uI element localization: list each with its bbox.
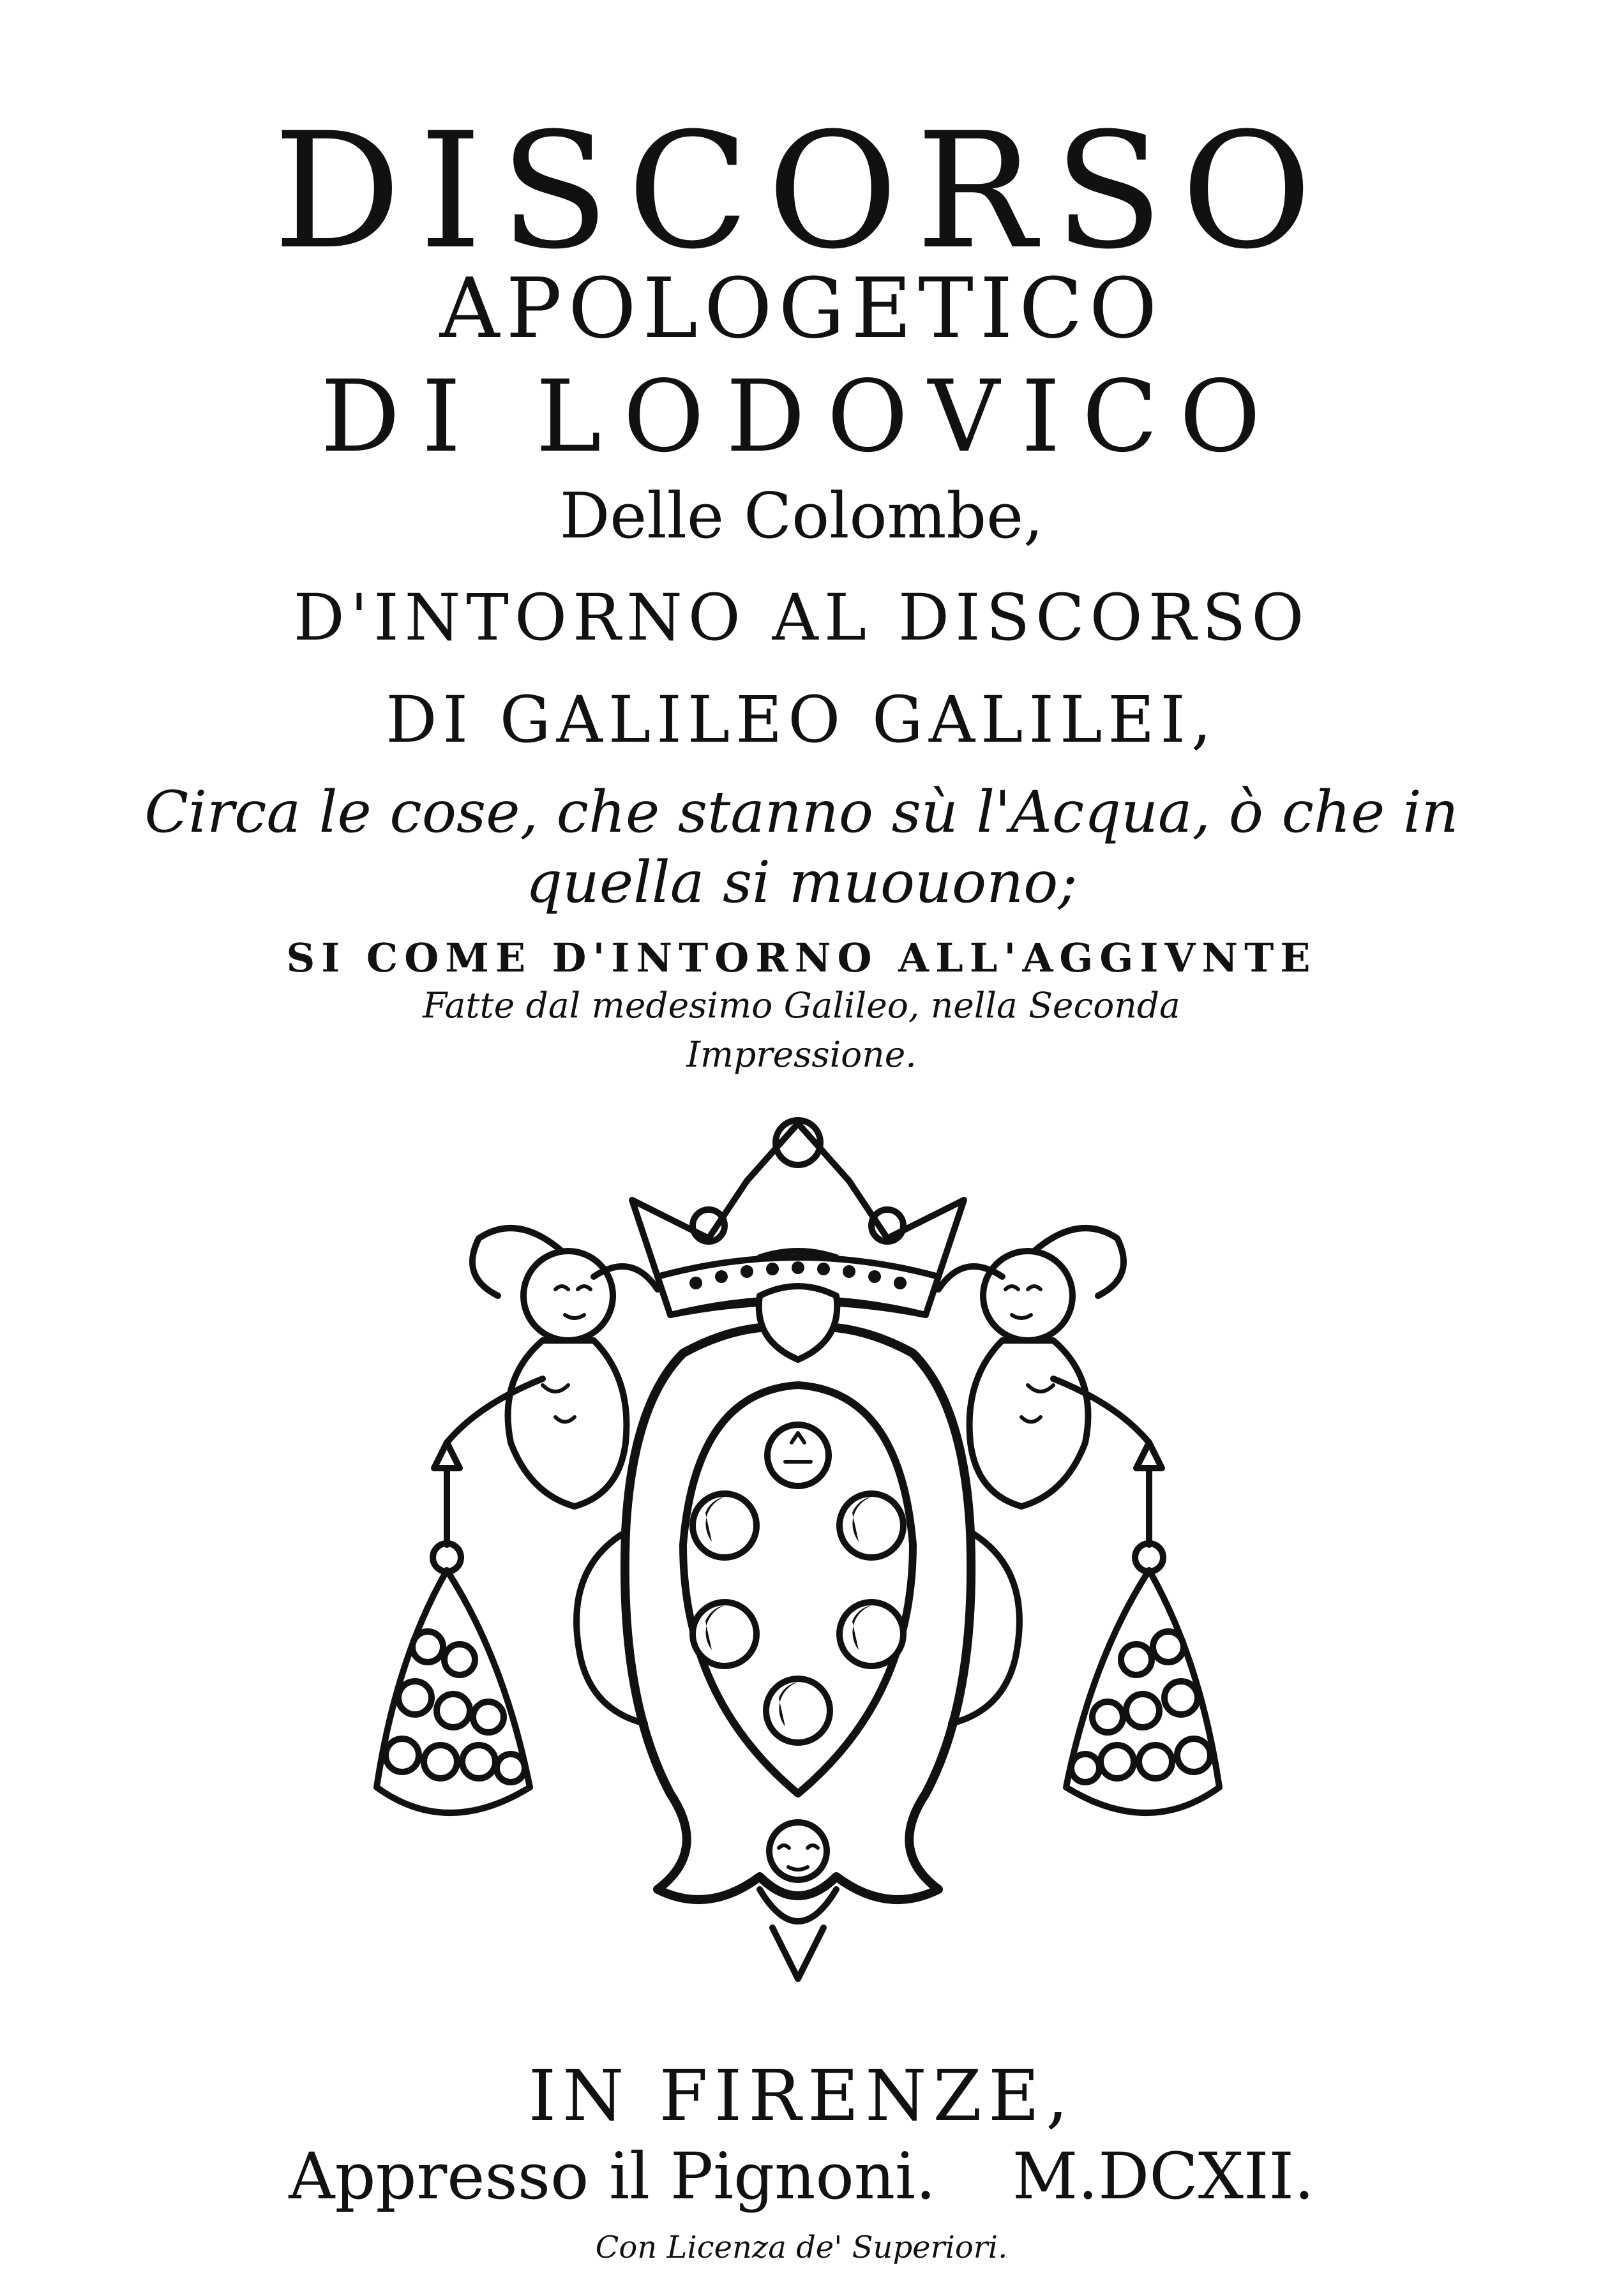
author-name: DI LODOVICO <box>320 359 1283 474</box>
imprint-license: Con Licenza de' Superiori. <box>595 2230 1008 2265</box>
subject-line-2: quella si muouono; <box>525 849 1078 916</box>
title-discorso: DISCORSO <box>273 98 1330 284</box>
aggiunte-line-1: Fatte dal medesimo Galileo, nella Seconda <box>423 985 1180 1026</box>
left-garland-icon <box>377 1570 530 1813</box>
author-surname: Delle Colombe, <box>559 480 1044 553</box>
medici-coat-of-arms-icon <box>351 1085 1245 2043</box>
imprint-publisher-line <box>0 2139 1603 2214</box>
subject-line-1: Circa le cose, che stanno sù l'Acqua, ò che in <box>144 779 1459 846</box>
subtitle-intorno: D'INTORNO AL DISCORSO <box>293 580 1310 655</box>
imprint-publisher: Appresso il Pignoni. <box>289 2139 936 2214</box>
imprint-year: M.DCXII. <box>1012 2139 1314 2214</box>
subtitle-galileo: DI GALILEO GALILEI, <box>386 682 1217 757</box>
aggiunte-heading: SI COME D'INTORNO ALL'AGGIVNTE <box>286 934 1317 981</box>
title-apologetico: APOLOGETICO <box>439 260 1164 357</box>
right-garland-icon <box>1066 1570 1219 1813</box>
imprint-city: IN FIRENZE, <box>528 2055 1075 2136</box>
aggiunte-line-2: Impressione. <box>686 1034 917 1075</box>
